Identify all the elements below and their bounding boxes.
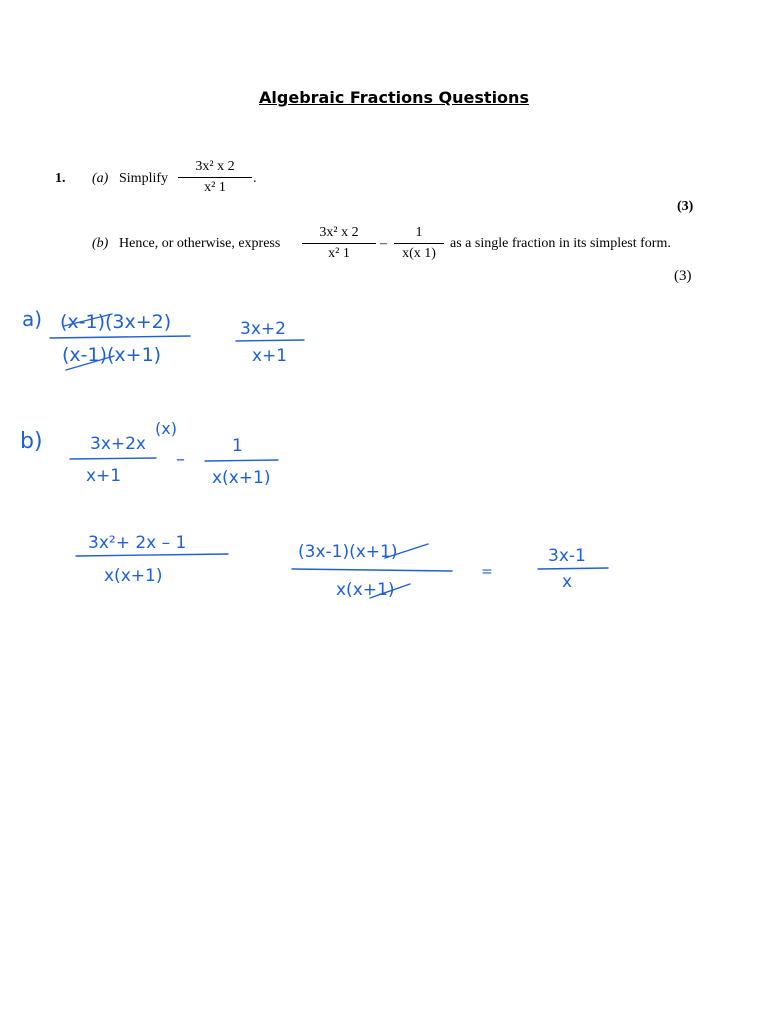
hw-b-multiplier: (x) (155, 419, 177, 438)
part-a-label: (a) (92, 171, 109, 186)
hw-b-numerator-1: 3x+2x (90, 434, 146, 454)
hw-a-numerator-1: (x-1)(3x+2) (60, 311, 172, 333)
hw-c-denominator-3: x (562, 572, 573, 592)
part-b-denominator-1: x² 1 (328, 246, 350, 261)
hw-b-minus: – (176, 449, 185, 470)
hw-fraction-bar (538, 568, 608, 569)
hw-fraction-bar (50, 336, 190, 338)
part-a-period: . (253, 171, 257, 186)
part-b-minus: – (380, 236, 387, 251)
part-a-denominator: x² 1 (204, 180, 226, 195)
part-a-marks: (3) (677, 199, 694, 214)
hw-c-denominator-1: x(x+1) (104, 566, 163, 586)
hw-a-denominator-2: x+1 (252, 346, 288, 366)
hw-b-denominator-2: x(x+1) (212, 468, 271, 488)
hw-a-label: a) (22, 307, 43, 331)
part-b-label: (b) (92, 236, 109, 251)
part-b-trailing-text: as a single fraction in its simplest form. (450, 236, 671, 251)
part-b-marks: (3) (674, 268, 692, 284)
hw-b-denominator-1: x+1 (86, 466, 122, 486)
hw-c-denominator-2: x(x+1) (336, 580, 395, 600)
part-b-numerator-1: 3x² x 2 (319, 225, 359, 240)
part-a-text: Simplify (119, 171, 169, 186)
hw-fraction-bar (292, 569, 452, 571)
part-b-numerator-2: 1 (415, 225, 423, 240)
hw-c-numerator-1: 3x²+ 2x – 1 (88, 533, 187, 553)
hw-c-equals: = (481, 564, 493, 580)
part-a-numerator: 3x² x 2 (195, 159, 235, 174)
hw-a-denominator-1: (x-1)(x+1) (62, 344, 162, 366)
part-b-text: Hence, or otherwise, express (119, 236, 281, 251)
hw-fraction-bar (236, 340, 304, 341)
hw-c-numerator-3: 3x-1 (548, 546, 586, 566)
question-number: 1. (55, 171, 66, 186)
hw-fraction-bar (76, 554, 228, 556)
hw-fraction-bar (70, 458, 156, 459)
hw-fraction-bar (205, 460, 278, 461)
part-b-denominator-2: x(x 1) (402, 246, 436, 261)
hw-c-numerator-2: (3x-1)(x+1) (298, 542, 398, 562)
hw-b-label: b) (20, 429, 43, 454)
hw-b-numerator-2: 1 (232, 436, 243, 456)
page-title: Algebraic Fractions Questions (259, 88, 529, 107)
hw-a-numerator-2: 3x+2 (240, 319, 286, 339)
